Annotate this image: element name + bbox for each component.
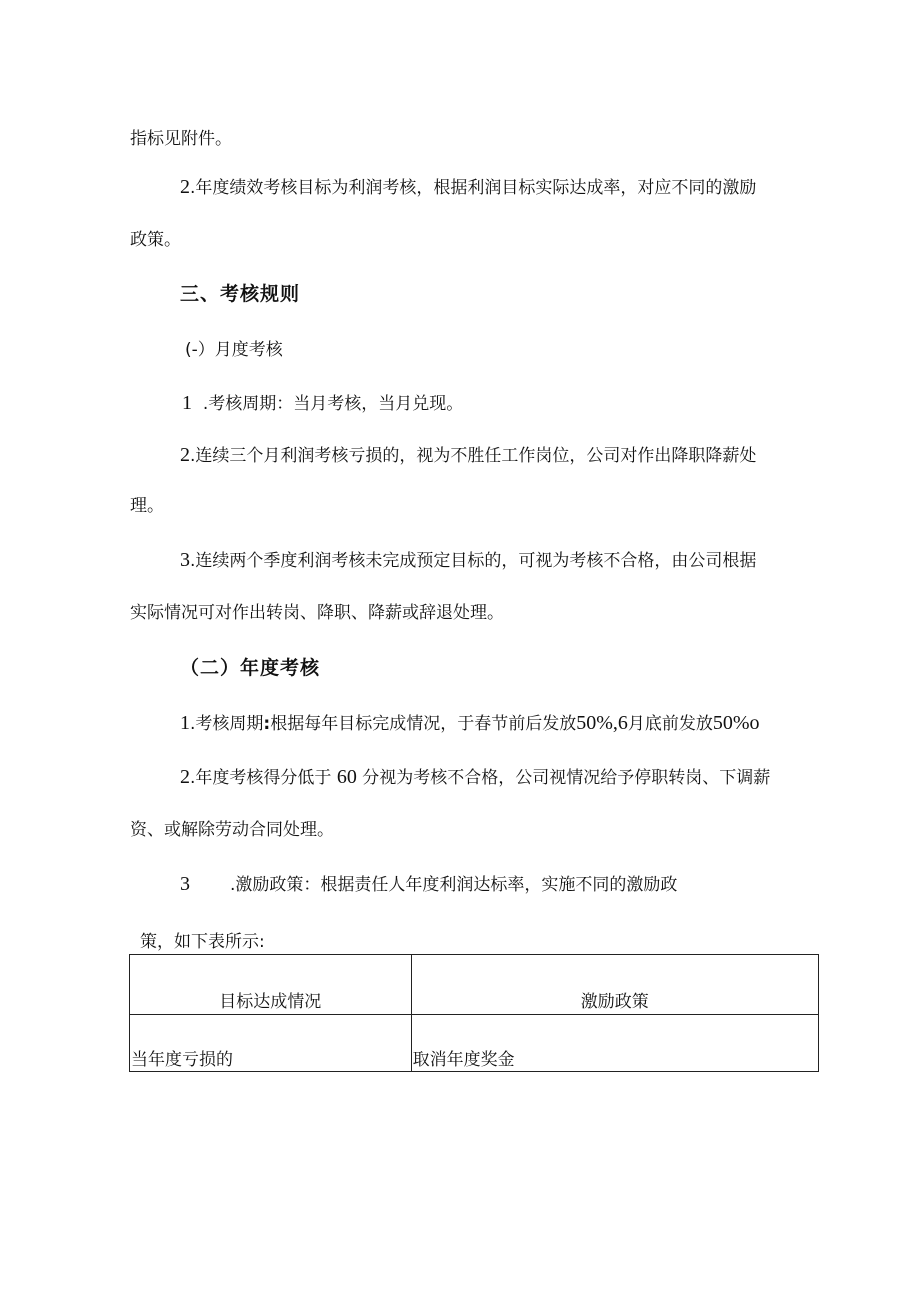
heading-text: 三、考核规则 (180, 283, 301, 305)
item-number: 2 (180, 766, 190, 788)
text: 政策。 (130, 230, 181, 250)
paragraph-line (180, 872, 677, 897)
item-number: 2 (180, 176, 190, 198)
paragraph-line (130, 818, 334, 842)
paragraph-line (180, 443, 756, 468)
text: .考核周期 (190, 714, 264, 734)
item-number: 1 (182, 392, 192, 414)
table-header-cell: 目标达成情况 (130, 955, 412, 1015)
table-cell: 当年度亏损的 (130, 1015, 412, 1072)
paragraph-line: 1.考核周期:根据每年目标完成情况，于春节前后发放50%,6月底前发放50%o (180, 712, 760, 734)
item-number: 2 (180, 444, 190, 466)
text: 根据每年目标完成情况，于春节前后发放 (270, 714, 577, 734)
text: .连续两个季度利润考核未完成预定目标的，可视为考核不合格，由公司根据 (190, 551, 757, 571)
table-header-cell: 激励政策 (411, 955, 818, 1015)
text: .激励政策：根据责任人年度利润达标率，实施不同的激励政 (230, 875, 678, 895)
item-number: 1 (180, 712, 190, 734)
paragraph-line (180, 765, 770, 790)
text: 资、或解除劳动合同处理。 (130, 820, 334, 840)
paragraph-line (130, 494, 164, 518)
text: .年度考核得分低于 (190, 768, 332, 788)
paragraph-line (140, 930, 265, 954)
paragraph-line (130, 601, 504, 625)
paragraph-line (180, 548, 756, 573)
table-header-row (130, 955, 819, 1015)
subsection-heading (185, 338, 283, 362)
text: .考核周期：当月考核，当月兑现。 (202, 394, 464, 414)
paragraph-line (130, 228, 181, 252)
score-value: 60 (336, 766, 357, 788)
item-number: 3 (180, 549, 190, 571)
text: 指标见附件。 (130, 129, 232, 149)
item-number: 3 (180, 873, 190, 895)
paragraph-line (130, 127, 232, 151)
text: 理。 (130, 496, 164, 516)
text: 实际情况可对作出转岗、降职、降薪或辞退处理。 (130, 603, 504, 623)
incentive-table (129, 954, 819, 1072)
heading-text: （二）年度考核 (180, 657, 321, 679)
text: 月底前发放 (627, 714, 713, 734)
section-heading (180, 282, 300, 306)
percent-value: 50%o (712, 712, 760, 734)
paragraph-line (180, 175, 756, 200)
percent-value: 50%,6 (576, 712, 628, 734)
text: 策，如下表所示: (140, 932, 265, 952)
table-cell: 取消年度奖金 (411, 1015, 818, 1072)
text: 分视为考核不合格，公司视情况给予停职转岗、下调薪 (362, 768, 771, 788)
heading-text: (-）月度考核 (185, 340, 283, 360)
table-row (130, 1015, 819, 1072)
text: .年度绩效考核目标为利润考核，根据利润目标实际达成率，对应不同的激励 (190, 178, 757, 198)
text: .连续三个月利润考核亏损的，视为不胜任工作岗位，公司对作出降职降薪处 (190, 446, 757, 466)
subsection-heading (180, 656, 320, 680)
paragraph-line (182, 391, 463, 416)
